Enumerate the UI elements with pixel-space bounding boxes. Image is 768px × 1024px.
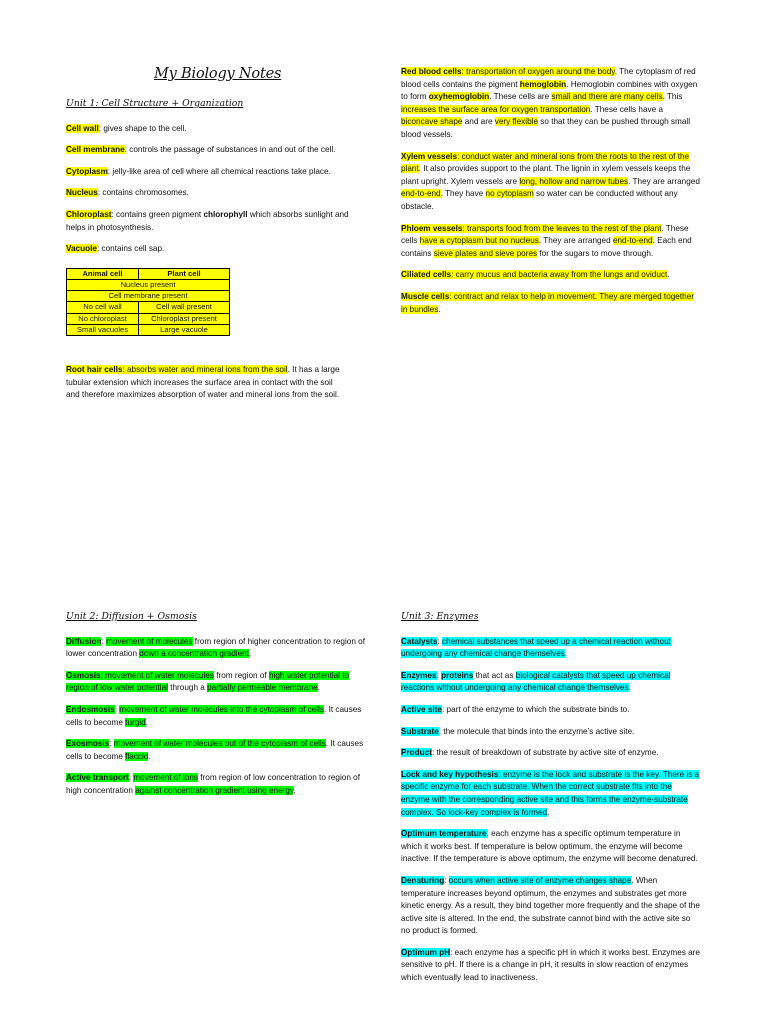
table-row	[67, 324, 230, 335]
note-ciliated-cells: Ciliated cells: carry mucus and bacteria away from the lungs and oviduct.	[401, 270, 670, 280]
note-endosmosis: Endosmosis: movement of water molecules into the cytoplasm of cells. It causes cells to become turgid.	[66, 704, 362, 727]
note-phloem-vessels: Phloem vessels: transports food from the leaves to the rest of the plant. These cells have a cytoplasm but no nucleus. They are arranged end-to-end. Each end contains sieve plates and sieve pores for the sugars to move through.	[401, 223, 692, 258]
note-nucleus: Nucleus: contains chromosomes.	[66, 188, 189, 198]
note-red-blood-cells: Red blood cells: transportation of oxygen around the body. The cytoplasm of red blood cells contains the pigment hemoglobin. Hemoglobin combines with oxygen to form oxyhemoglobin. These cells are small and there are many cells. This increases the surface area for oxygen transportation. These cells have a biconcave shape and are very flexible so that they can be pushed through small blood vessels.	[401, 67, 698, 139]
unit3-heading: Unit 3: Enzymes	[401, 611, 479, 622]
table-cell: Cell membrane present	[67, 291, 230, 302]
note-exosmosis: Exosmosis: movement of water molecules out of the cytoplasm of cells. It causes cells to become flaccid.	[66, 739, 364, 761]
table-row	[67, 279, 230, 290]
unit2-section	[66, 611, 366, 807]
table-cell: Nucleus present	[67, 279, 230, 290]
note-optimum-ph: Optimum pH: each enzyme has a specific pH in which it works best. Enzymes are sensitive to pH. If there is a change in pH, it results in slow reaction of enzymes which eventually lead to inactiveness.	[401, 947, 700, 983]
table-header-row	[67, 268, 230, 279]
unit1-heading: Unit 1: Cell Structure + Organization	[66, 98, 244, 109]
note-vacuole: Vacuole: contains cell sap.	[66, 244, 165, 254]
table-cell: Small vacuoles	[67, 324, 139, 335]
unit2-heading: Unit 2: Diffusion + Osmosis	[66, 611, 197, 622]
cell-comparison-table	[66, 268, 230, 336]
note-enzymes: Enzymes: proteins that act as biological catalysts that speed up chemical reactions without undergoing any chemical change themselves.	[401, 670, 671, 693]
unit1-section	[66, 98, 366, 411]
note-active-site: Active site: part of the enzyme to which the substrate binds to.	[401, 704, 630, 714]
note-optimum-temperature: Optimum temperature: each enzyme has a specific optimum temperature in which it works best. If temperature is below optimum, the enzyme will become inactive. If the temperature is above optimum, the enzyme will become denatured.	[401, 829, 698, 864]
table-row	[67, 313, 230, 324]
note-catalysts: Catalysts: chemical substances that speed up a chemical reaction without undergoing any chemical change themselves.	[401, 636, 671, 659]
specialized-cells-section	[401, 66, 701, 325]
note-root-hair: Root hair cells: absorbs water and mineral ions from the soil. It has a large tubular extension which increases the surface area in contact with the soil and therefore maximizes absorption of water and mineral ions from the soil.	[66, 364, 340, 400]
note-xylem-vessels: Xylem vessels: conduct water and mineral ions from the roots to the rest of the plant. It also provides support to the plant. The lignin in xylem vessels keeps the plant upright. Xylem vessels are long, hollow and narrow tubes. They are arranged end-to-end. They have no cytoplasm so water can be conducted without any obstacle.	[401, 151, 700, 211]
table-cell: Cell wall present	[139, 302, 230, 313]
page-title: My Biology Notes	[154, 66, 282, 82]
note-chloroplast: Chloroplast: contains green pigment chlorophyll which absorbs sunlight and helps in photosynthesis.	[66, 209, 349, 232]
note-lock-and-key: Lock and key hypothesis: enzyme is the lock and substrate is the key. There is a specific enzyme for each substrate. When the correct substrate fits into the enzyme with the corresponding active site and this forms the enzyme-substrate complex. So lock-key complex is formed.	[401, 769, 700, 817]
table-cell: Large vacuole	[139, 324, 230, 335]
table-cell: No cell wall	[67, 302, 139, 313]
table-header-animal: Animal cell	[67, 268, 139, 279]
note-osmosis: Osmosis: movement of water molecules from region of high water potential to region of low water potential through a partially permeable membrane.	[66, 670, 350, 693]
note-diffusion: Diffusion: movement of molecules from region of higher concentration to region of lower concentration down a concentration gradient.	[66, 636, 366, 659]
note-active-transport: Active transport: movement of ions from region of low concentration to region of high concentration against concentration gradient using energy.	[66, 773, 361, 795]
note-product: Product: the result of breakdown of substrate by active site of enzyme.	[401, 748, 659, 758]
note-muscle-cells: Muscle cells: contract and relax to help in movement. They are merged together in bundles.	[401, 291, 694, 314]
note-cell-wall: Cell wall: gives shape to the cell.	[66, 123, 187, 133]
table-cell: No chloroplast	[67, 313, 139, 324]
unit3-section	[401, 611, 701, 994]
table-row	[67, 291, 230, 302]
note-cytoplasm: Cytoplasm: jelly-like area of cell where all chemical reactions take place.	[66, 166, 331, 176]
table-header-plant: Plant cell	[139, 268, 230, 279]
table-row	[67, 302, 230, 313]
note-denaturing: Denaturing: occurs when active site of enzyme changes shape. When temperature increases beyond optimum, the enzymes and substrates get more kinetic energy. As a result, they bind together more frequently and the shape of the active site is altered. In the end, the substrate cannot bind with the active site so no product is formed.	[401, 875, 700, 936]
note-substrate: Substrate: the molecule that binds into the enzyme’s active site.	[401, 726, 635, 736]
note-cell-membrane: Cell membrane: controls the passage of substances in and out of the cell.	[66, 145, 336, 155]
table-cell: Chloroplast present	[139, 313, 230, 324]
